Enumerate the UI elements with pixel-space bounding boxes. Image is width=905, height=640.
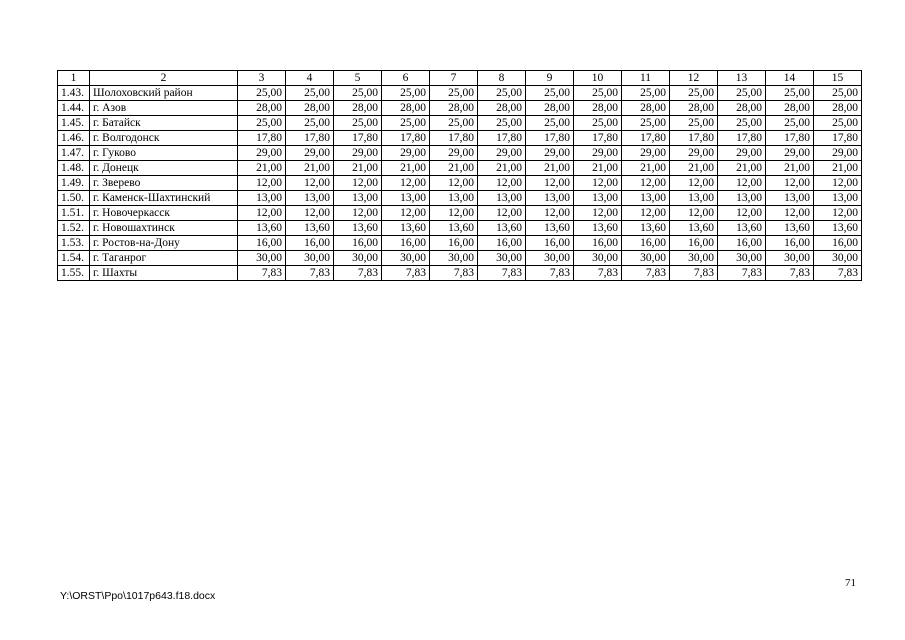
value-cell: 25,00: [430, 86, 478, 101]
value-cell: 13,60: [526, 221, 574, 236]
value-cell: 12,00: [382, 176, 430, 191]
row-index-cell: 1.54.: [58, 251, 90, 266]
value-cell: 12,00: [286, 176, 334, 191]
header-cell: 12: [670, 71, 718, 86]
row-index-cell: 1.51.: [58, 206, 90, 221]
value-cell: 25,00: [574, 116, 622, 131]
value-cell: 25,00: [526, 116, 574, 131]
value-cell: 21,00: [718, 161, 766, 176]
value-cell: 16,00: [622, 236, 670, 251]
table-row: [58, 191, 862, 206]
value-cell: 12,00: [430, 176, 478, 191]
value-cell: 16,00: [670, 236, 718, 251]
value-cell: 12,00: [238, 176, 286, 191]
value-cell: 13,60: [574, 221, 622, 236]
value-cell: 7,83: [766, 266, 814, 281]
value-cell: 17,80: [430, 131, 478, 146]
municipality-name-cell: г. Новочеркасск: [90, 206, 238, 221]
table-row: [58, 146, 862, 161]
value-cell: 12,00: [334, 176, 382, 191]
value-cell: 28,00: [238, 101, 286, 116]
value-cell: 16,00: [286, 236, 334, 251]
value-cell: 21,00: [814, 161, 862, 176]
value-cell: 13,00: [430, 191, 478, 206]
value-cell: 25,00: [574, 86, 622, 101]
value-cell: 28,00: [526, 101, 574, 116]
value-cell: 17,80: [238, 131, 286, 146]
value-cell: 25,00: [286, 116, 334, 131]
row-index-cell: 1.52.: [58, 221, 90, 236]
value-cell: 29,00: [718, 146, 766, 161]
value-cell: 12,00: [718, 206, 766, 221]
value-cell: 13,60: [814, 221, 862, 236]
header-cell: 8: [478, 71, 526, 86]
value-cell: 13,00: [766, 191, 814, 206]
value-cell: 13,60: [622, 221, 670, 236]
row-index-cell: 1.44.: [58, 101, 90, 116]
row-index-cell: 1.48.: [58, 161, 90, 176]
value-cell: 12,00: [334, 206, 382, 221]
value-cell: 12,00: [574, 206, 622, 221]
value-cell: 25,00: [334, 86, 382, 101]
value-cell: 13,00: [478, 191, 526, 206]
table-row: [58, 161, 862, 176]
value-cell: 25,00: [670, 116, 718, 131]
value-cell: 21,00: [574, 161, 622, 176]
row-index-cell: 1.45.: [58, 116, 90, 131]
value-cell: 17,80: [382, 131, 430, 146]
value-cell: 30,00: [814, 251, 862, 266]
value-cell: 12,00: [766, 176, 814, 191]
value-cell: 21,00: [478, 161, 526, 176]
value-cell: 29,00: [670, 146, 718, 161]
value-cell: 16,00: [526, 236, 574, 251]
value-cell: 7,83: [334, 266, 382, 281]
value-cell: 12,00: [670, 176, 718, 191]
row-index-cell: 1.43.: [58, 86, 90, 101]
value-cell: 17,80: [718, 131, 766, 146]
value-cell: 7,83: [382, 266, 430, 281]
value-cell: 13,00: [718, 191, 766, 206]
header-cell: 6: [382, 71, 430, 86]
table-row: [58, 116, 862, 131]
municipality-name-cell: г. Волгодонск: [90, 131, 238, 146]
value-cell: 30,00: [286, 251, 334, 266]
value-cell: 28,00: [670, 101, 718, 116]
header-cell: 5: [334, 71, 382, 86]
value-cell: 25,00: [478, 86, 526, 101]
page-number: 71: [845, 577, 856, 589]
value-cell: 25,00: [814, 116, 862, 131]
value-cell: 25,00: [718, 86, 766, 101]
value-cell: 7,83: [478, 266, 526, 281]
value-cell: 16,00: [766, 236, 814, 251]
value-cell: 13,00: [382, 191, 430, 206]
value-cell: 12,00: [622, 206, 670, 221]
value-cell: 12,00: [430, 206, 478, 221]
value-cell: 29,00: [526, 146, 574, 161]
header-cell: 4: [286, 71, 334, 86]
table-header-row: [58, 71, 862, 86]
value-cell: 21,00: [526, 161, 574, 176]
value-cell: 17,80: [286, 131, 334, 146]
value-cell: 28,00: [766, 101, 814, 116]
value-cell: 25,00: [670, 86, 718, 101]
value-cell: 7,83: [670, 266, 718, 281]
table-row: [58, 251, 862, 266]
value-cell: 29,00: [238, 146, 286, 161]
value-cell: 13,60: [238, 221, 286, 236]
header-cell: 15: [814, 71, 862, 86]
value-cell: 13,00: [670, 191, 718, 206]
header-cell: 1: [58, 71, 90, 86]
row-index-cell: 1.49.: [58, 176, 90, 191]
value-cell: 30,00: [622, 251, 670, 266]
value-cell: 17,80: [334, 131, 382, 146]
value-cell: 12,00: [574, 176, 622, 191]
municipality-name-cell: г. Батайск: [90, 116, 238, 131]
value-cell: 12,00: [526, 206, 574, 221]
value-cell: 30,00: [238, 251, 286, 266]
value-cell: 28,00: [814, 101, 862, 116]
table-row: [58, 101, 862, 116]
row-index-cell: 1.50.: [58, 191, 90, 206]
value-cell: 13,60: [334, 221, 382, 236]
value-cell: 29,00: [478, 146, 526, 161]
value-cell: 28,00: [622, 101, 670, 116]
value-cell: 16,00: [814, 236, 862, 251]
value-cell: 21,00: [766, 161, 814, 176]
value-cell: 30,00: [334, 251, 382, 266]
value-cell: 21,00: [622, 161, 670, 176]
value-cell: 30,00: [478, 251, 526, 266]
municipality-name-cell: г. Азов: [90, 101, 238, 116]
row-index-cell: 1.55.: [58, 266, 90, 281]
value-cell: 7,83: [430, 266, 478, 281]
value-cell: 17,80: [814, 131, 862, 146]
value-cell: 13,00: [574, 191, 622, 206]
value-cell: 28,00: [430, 101, 478, 116]
value-cell: 7,83: [622, 266, 670, 281]
header-cell: 9: [526, 71, 574, 86]
value-cell: 25,00: [382, 116, 430, 131]
value-cell: 13,00: [238, 191, 286, 206]
tariff-table: [57, 70, 862, 281]
value-cell: 16,00: [238, 236, 286, 251]
value-cell: 25,00: [430, 116, 478, 131]
value-cell: 29,00: [286, 146, 334, 161]
value-cell: 29,00: [574, 146, 622, 161]
value-cell: 12,00: [286, 206, 334, 221]
value-cell: 28,00: [286, 101, 334, 116]
value-cell: 21,00: [286, 161, 334, 176]
value-cell: 30,00: [430, 251, 478, 266]
municipality-name-cell: г. Таганрог: [90, 251, 238, 266]
value-cell: 13,00: [286, 191, 334, 206]
value-cell: 25,00: [238, 86, 286, 101]
value-cell: 7,83: [574, 266, 622, 281]
value-cell: 13,00: [526, 191, 574, 206]
value-cell: 12,00: [766, 206, 814, 221]
value-cell: 21,00: [382, 161, 430, 176]
value-cell: 25,00: [286, 86, 334, 101]
value-cell: 13,60: [478, 221, 526, 236]
value-cell: 16,00: [382, 236, 430, 251]
value-cell: 25,00: [238, 116, 286, 131]
value-cell: 7,83: [814, 266, 862, 281]
value-cell: 13,00: [622, 191, 670, 206]
value-cell: 16,00: [574, 236, 622, 251]
value-cell: 30,00: [766, 251, 814, 266]
row-index-cell: 1.47.: [58, 146, 90, 161]
value-cell: 17,80: [766, 131, 814, 146]
value-cell: 30,00: [382, 251, 430, 266]
header-cell: 11: [622, 71, 670, 86]
value-cell: 12,00: [238, 206, 286, 221]
header-cell: 14: [766, 71, 814, 86]
value-cell: 7,83: [526, 266, 574, 281]
municipality-name-cell: г. Гуково: [90, 146, 238, 161]
value-cell: 21,00: [430, 161, 478, 176]
table-row: [58, 221, 862, 236]
value-cell: 12,00: [526, 176, 574, 191]
municipality-name-cell: Шолоховский район: [90, 86, 238, 101]
value-cell: 17,80: [622, 131, 670, 146]
value-cell: 21,00: [238, 161, 286, 176]
value-cell: 29,00: [814, 146, 862, 161]
file-path: Y:\ORST\Ppo\1017p643.f18.docx: [60, 590, 216, 602]
value-cell: 28,00: [718, 101, 766, 116]
value-cell: 28,00: [574, 101, 622, 116]
value-cell: 13,60: [286, 221, 334, 236]
value-cell: 12,00: [814, 206, 862, 221]
value-cell: 13,60: [430, 221, 478, 236]
value-cell: 25,00: [814, 86, 862, 101]
value-cell: 13,60: [670, 221, 718, 236]
value-cell: 7,83: [238, 266, 286, 281]
value-cell: 13,00: [814, 191, 862, 206]
value-cell: 29,00: [766, 146, 814, 161]
value-cell: 25,00: [718, 116, 766, 131]
value-cell: 17,80: [670, 131, 718, 146]
value-cell: 17,80: [526, 131, 574, 146]
header-cell: 3: [238, 71, 286, 86]
value-cell: 29,00: [334, 146, 382, 161]
value-cell: 13,60: [718, 221, 766, 236]
value-cell: 12,00: [622, 176, 670, 191]
value-cell: 29,00: [382, 146, 430, 161]
value-cell: 28,00: [334, 101, 382, 116]
municipality-name-cell: г. Каменск-Шахтинский: [90, 191, 238, 206]
value-cell: 13,60: [382, 221, 430, 236]
value-cell: 17,80: [574, 131, 622, 146]
table-row: [58, 206, 862, 221]
header-cell: 10: [574, 71, 622, 86]
value-cell: 21,00: [670, 161, 718, 176]
value-cell: 12,00: [478, 176, 526, 191]
table-row: [58, 131, 862, 146]
value-cell: 21,00: [334, 161, 382, 176]
value-cell: 25,00: [478, 116, 526, 131]
value-cell: 25,00: [382, 86, 430, 101]
municipality-name-cell: г. Новошахтинск: [90, 221, 238, 236]
value-cell: 7,83: [286, 266, 334, 281]
value-cell: 28,00: [478, 101, 526, 116]
value-cell: 17,80: [478, 131, 526, 146]
table-row: [58, 176, 862, 191]
value-cell: 30,00: [718, 251, 766, 266]
value-cell: 16,00: [334, 236, 382, 251]
value-cell: 25,00: [766, 86, 814, 101]
table-row: [58, 236, 862, 251]
row-index-cell: 1.46.: [58, 131, 90, 146]
table-row: [58, 266, 862, 281]
municipality-name-cell: г. Шахты: [90, 266, 238, 281]
value-cell: 29,00: [430, 146, 478, 161]
tariff-table-body: [58, 71, 862, 281]
value-cell: 7,83: [718, 266, 766, 281]
value-cell: 12,00: [670, 206, 718, 221]
value-cell: 12,00: [382, 206, 430, 221]
value-cell: 16,00: [718, 236, 766, 251]
value-cell: 25,00: [622, 86, 670, 101]
value-cell: 25,00: [526, 86, 574, 101]
table-row: [58, 86, 862, 101]
value-cell: 12,00: [718, 176, 766, 191]
value-cell: 30,00: [574, 251, 622, 266]
value-cell: 25,00: [622, 116, 670, 131]
header-cell: 7: [430, 71, 478, 86]
value-cell: 13,00: [334, 191, 382, 206]
value-cell: 25,00: [334, 116, 382, 131]
value-cell: 25,00: [766, 116, 814, 131]
value-cell: 13,60: [766, 221, 814, 236]
value-cell: 29,00: [622, 146, 670, 161]
value-cell: 16,00: [478, 236, 526, 251]
municipality-name-cell: г. Зверево: [90, 176, 238, 191]
value-cell: 28,00: [382, 101, 430, 116]
row-index-cell: 1.53.: [58, 236, 90, 251]
municipality-name-cell: г. Ростов-на-Дону: [90, 236, 238, 251]
municipality-name-cell: г. Донецк: [90, 161, 238, 176]
value-cell: 12,00: [814, 176, 862, 191]
value-cell: 30,00: [670, 251, 718, 266]
value-cell: 30,00: [526, 251, 574, 266]
value-cell: 12,00: [478, 206, 526, 221]
header-cell: 2: [90, 71, 238, 86]
header-cell: 13: [718, 71, 766, 86]
value-cell: 16,00: [430, 236, 478, 251]
